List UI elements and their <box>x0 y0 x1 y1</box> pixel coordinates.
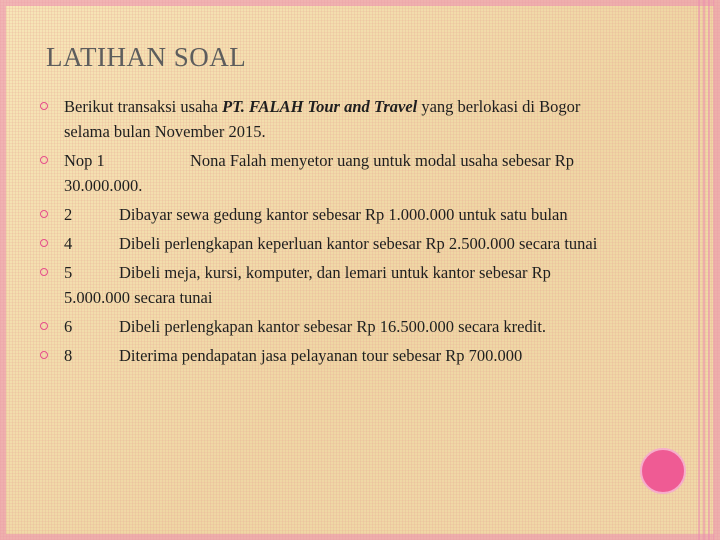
transaction-list <box>40 94 620 372</box>
transaction-date: 8 <box>64 346 73 365</box>
transaction-date: 6 <box>64 317 73 336</box>
intro-before: Berikut transaksi usaha <box>64 97 223 116</box>
transaction-date: 4 <box>64 234 73 253</box>
decorative-stripe <box>698 0 714 540</box>
transaction-date: 5 <box>64 263 73 282</box>
bullet-icon <box>40 351 48 359</box>
bullet-icon <box>40 210 48 218</box>
slide-title: LATIHAN SOAL <box>46 42 247 72</box>
bullet-icon <box>40 156 48 164</box>
transaction-text: Dibeli perlengkapan kantor sebesar Rp 16.500.000 secara kredit. <box>119 317 547 336</box>
transaction-text: Dibeli meja, kursi, komputer, dan lemari untuk kantor sebesar Rp 5.000.000 secara tunai <box>64 263 551 307</box>
bullet-icon <box>40 102 48 110</box>
transaction-item <box>40 314 620 339</box>
company-name: PT. FALAH Tour and Travel <box>222 97 418 116</box>
transaction-text: Diterima pendapatan jasa pelayanan tour sebesar Rp 700.000 <box>119 346 523 365</box>
bullet-icon <box>40 268 48 276</box>
transaction-text: Dibayar sewa gedung kantor sebesar Rp 1.000.000 untuk satu bulan <box>119 205 568 224</box>
intro-item <box>40 94 620 144</box>
bullet-icon <box>40 239 48 247</box>
transaction-item <box>40 260 620 310</box>
bullet-icon <box>40 322 48 330</box>
transaction-date: 2 <box>64 205 73 224</box>
decorative-circle <box>640 448 686 494</box>
transaction-item <box>40 343 620 368</box>
transaction-item <box>40 202 620 227</box>
transaction-item <box>40 148 620 198</box>
transaction-item <box>40 231 620 256</box>
transaction-text: Nona Falah menyetor uang untuk modal usaha sebesar Rp 30.000.000. <box>64 151 574 195</box>
transaction-date: Nop 1 <box>64 151 105 170</box>
intro-after: yang berlokasi di Bogor selama bulan November 2015. <box>64 97 581 141</box>
transaction-text: Dibeli perlengkapan keperluan kantor sebesar Rp 2.500.000 secara tunai <box>119 234 598 253</box>
